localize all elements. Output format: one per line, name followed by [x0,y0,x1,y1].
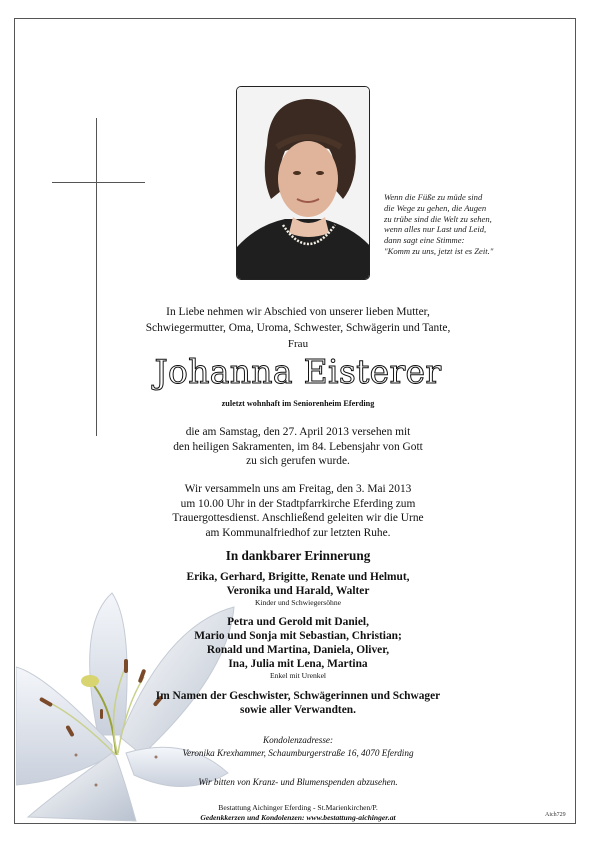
condolence-address: Veronika Krexhammer, Schaumburgerstraße 16, 4070 Eferding [182,748,414,758]
funeral-home: Bestattung Aichinger Eferding - St.Marienkirchen/P. [218,803,378,812]
death-line: zu sich gerufen wurde. [246,455,350,467]
funeral-service-notice [0,482,596,540]
children-names [0,570,596,598]
residence-note: zuletzt wohnhaft im Seniorenheim Eferding [221,399,375,408]
portrait-photo [236,86,370,280]
poem-line: dann sagt eine Stimme: [384,235,465,246]
website-line[interactable]: Gedenkkerzen und Kondolenzen: www.bestattung-aichinger.at [200,813,396,822]
relatives-line: Im Namen der Geschwister, Schwägerinnen und Schwager [155,690,441,702]
poem-line: Wenn die Füße zu müde sind [384,192,483,202]
gratitude-heading: In dankbarer Erinnerung [225,548,371,563]
service-line: Trauergottesdienst. Anschließend geleiten wir die Urne [172,512,424,524]
poem-line: zu trübe sind die Welt zu sehen, [384,213,492,224]
salutation: Frau [287,338,309,350]
relatives-line: sowie aller Verwandten. [240,704,356,716]
grandchildren-names [0,615,596,671]
intro-text [0,304,596,336]
service-line: Wir versammeln uns am Freitag, den 3. Mai 2013 [184,483,412,495]
reference-code: Aich729 [545,812,566,818]
death-notice [0,425,596,469]
relatives-text [0,689,596,717]
deceased-name: Johanna Eisterer [154,352,442,391]
poem [384,192,574,257]
poem-line: die Wege zu gehen, die Augen [384,202,487,213]
condolence-label: Kondolenzadresse: [262,735,334,745]
poem-line: "Komm zu uns, jetzt ist es Zeit." [384,245,494,256]
children-note: Kinder und Schwiegersöhne [254,598,342,607]
family-line: Mario und Sonja mit Sebastian, Christian; [194,630,402,642]
cross-icon-horizontal [52,182,145,183]
intro-line: In Liebe nehmen wir Abschied von unserer lieben Mutter, [166,306,430,318]
service-line: am Kommunalfriedhof zur letzten Ruhe. [205,526,391,539]
death-line: den heiligen Sakramenten, im 84. Lebensjahr von Gott [173,440,423,453]
grandchildren-note: Enkel mit Urenkel [269,671,327,680]
service-line: um 10.00 Uhr in der Stadtpfarrkirche Eferding zum [180,497,416,510]
intro-line: Schwiegermutter, Oma, Uroma, Schwester, Schwägerin und Tante, [145,322,451,334]
portrait-illustration [237,87,370,280]
flower-request: Wir bitten von Kranz- und Blumenspenden abzusehen. [198,777,398,787]
family-line: Veronika und Harald, Walter [226,585,370,597]
death-line: die am Samstag, den 27. April 2013 versehen mit [185,426,411,438]
poem-line: wenn alles nur Last und Leid, [384,224,487,235]
family-line: Erika, Gerhard, Brigitte, Renate und Helmut, [186,571,410,583]
family-line: Petra und Gerold mit Daniel, [227,616,369,628]
family-line: Ronald und Martina, Daniela, Oliver, [206,644,390,656]
family-line: Ina, Julia mit Lena, Martina [228,658,368,670]
